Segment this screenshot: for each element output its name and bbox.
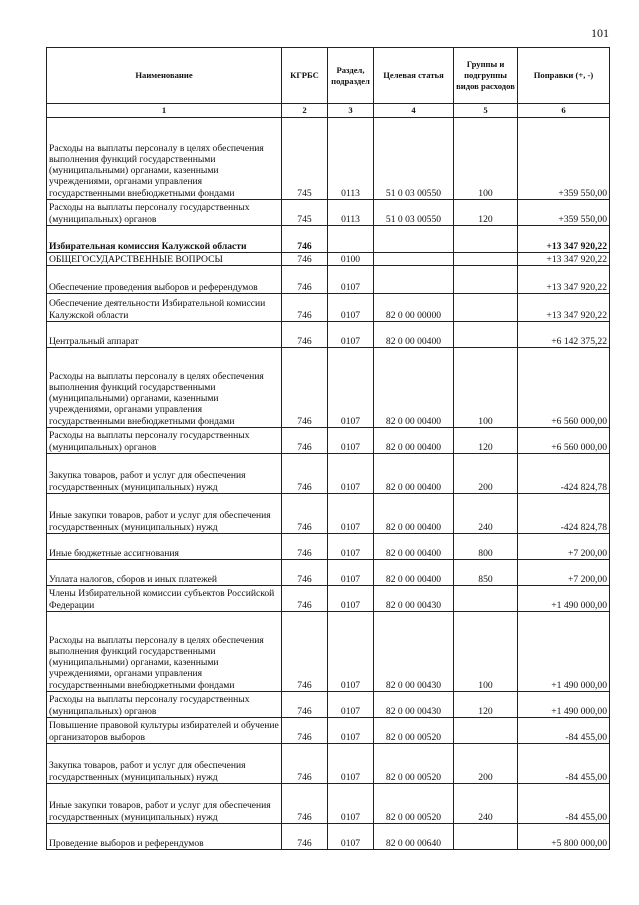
- cell-name: Повышение правовой культуры избирателей и обучение организаторов выборов: [47, 718, 282, 744]
- cell-target: 82 0 00 00000: [374, 294, 454, 322]
- table-row: [47, 824, 610, 850]
- cell-kgrbs: 746: [282, 294, 328, 322]
- table-row: [47, 226, 610, 253]
- cell-kgrbs: 746: [282, 226, 328, 253]
- table-row: [47, 454, 610, 494]
- header-section: Раздел, подраздел: [328, 48, 374, 104]
- table-row: [47, 428, 610, 454]
- page-number: 101: [591, 26, 609, 40]
- cell-section: 0107: [328, 454, 374, 494]
- cell-kgrbs: 746: [282, 586, 328, 612]
- table-row: [47, 784, 610, 824]
- cell-section: 0107: [328, 266, 374, 294]
- cell-amount: +13 347 920,22: [518, 294, 610, 322]
- cell-kgrbs: 746: [282, 718, 328, 744]
- cell-group: [454, 718, 518, 744]
- column-number-row: [47, 104, 610, 118]
- column-number: 4: [374, 104, 454, 118]
- cell-amount: +7 200,00: [518, 534, 610, 560]
- cell-group: [454, 322, 518, 348]
- header-row: [47, 48, 610, 104]
- cell-section: 0107: [328, 718, 374, 744]
- cell-group: 120: [454, 428, 518, 454]
- cell-section: 0107: [328, 294, 374, 322]
- cell-amount: +13 347 920,22: [518, 266, 610, 294]
- cell-name: Иные закупки товаров, работ и услуг для обеспечения государственных (муниципальных) нужд: [47, 494, 282, 534]
- cell-amount: +6 560 000,00: [518, 428, 610, 454]
- cell-target: 82 0 00 00520: [374, 718, 454, 744]
- cell-amount: +7 200,00: [518, 560, 610, 586]
- table-row: [47, 118, 610, 200]
- cell-amount: +1 490 000,00: [518, 586, 610, 612]
- cell-target: 82 0 00 00400: [374, 560, 454, 586]
- cell-name: Закупка товаров, работ и услуг для обеспечения государственных (муниципальных) нужд: [47, 744, 282, 784]
- cell-name: Избирательная комиссия Калужской области: [47, 226, 282, 253]
- cell-group: 800: [454, 534, 518, 560]
- table-row: [47, 200, 610, 226]
- cell-amount: +13 347 920,22: [518, 253, 610, 266]
- cell-target: 82 0 00 00400: [374, 322, 454, 348]
- cell-name: Расходы на выплаты персоналу в целях обеспечения выполнения функций государственными (муниципальными) органами, казенными учреждениями, органами управления государственными внебюджетными фондами: [47, 118, 282, 200]
- cell-section: 0100: [328, 253, 374, 266]
- cell-section: 0107: [328, 586, 374, 612]
- cell-name: Расходы на выплаты персоналу в целях обеспечения выполнения функций государственными (муниципальными) органами, казенными учреждениями, органами управления государственными внебюджетными фондами: [47, 348, 282, 428]
- cell-kgrbs: 746: [282, 784, 328, 824]
- cell-name: Закупка товаров, работ и услуг для обеспечения государственных (муниципальных) нужд: [47, 454, 282, 494]
- cell-kgrbs: 746: [282, 322, 328, 348]
- cell-group: 200: [454, 454, 518, 494]
- cell-target: [374, 266, 454, 294]
- header-target: Целевая статья: [374, 48, 454, 104]
- cell-section: 0107: [328, 348, 374, 428]
- cell-group: 200: [454, 744, 518, 784]
- cell-name: Расходы на выплаты персоналу государственных (муниципальных) органов: [47, 428, 282, 454]
- cell-name: Члены Избирательной комиссии субъектов Российской Федерации: [47, 586, 282, 612]
- cell-kgrbs: 746: [282, 348, 328, 428]
- table-row: [47, 560, 610, 586]
- cell-kgrbs: 746: [282, 534, 328, 560]
- cell-name: ОБЩЕГОСУДАРСТВЕННЫЕ ВОПРОСЫ: [47, 253, 282, 266]
- cell-group: 100: [454, 348, 518, 428]
- cell-target: 82 0 00 00400: [374, 534, 454, 560]
- header-amendments: Поправки (+, -): [518, 48, 610, 104]
- cell-group: [454, 266, 518, 294]
- cell-target: 82 0 00 00520: [374, 744, 454, 784]
- cell-amount: -424 824,78: [518, 494, 610, 534]
- cell-section: 0107: [328, 744, 374, 784]
- cell-group: 100: [454, 612, 518, 692]
- cell-name: Расходы на выплаты персоналу государственных (муниципальных) органов: [47, 200, 282, 226]
- cell-amount: +359 550,00: [518, 118, 610, 200]
- cell-kgrbs: 745: [282, 118, 328, 200]
- cell-kgrbs: 745: [282, 200, 328, 226]
- cell-target: 51 0 03 00550: [374, 200, 454, 226]
- cell-section: 0107: [328, 494, 374, 534]
- cell-name: Иные закупки товаров, работ и услуг для обеспечения государственных (муниципальных) нужд: [47, 784, 282, 824]
- cell-group: 120: [454, 692, 518, 718]
- table-row: [47, 294, 610, 322]
- column-number: 1: [47, 104, 282, 118]
- cell-target: 82 0 00 00640: [374, 824, 454, 850]
- cell-amount: +6 142 375,22: [518, 322, 610, 348]
- table-row: [47, 586, 610, 612]
- cell-target: 51 0 03 00550: [374, 118, 454, 200]
- cell-amount: +1 490 000,00: [518, 612, 610, 692]
- cell-group: 120: [454, 200, 518, 226]
- cell-group: [454, 253, 518, 266]
- cell-section: 0107: [328, 560, 374, 586]
- cell-amount: +13 347 920,22: [518, 226, 610, 253]
- cell-kgrbs: 746: [282, 494, 328, 534]
- table-row: [47, 348, 610, 428]
- cell-target: [374, 253, 454, 266]
- cell-amount: -84 455,00: [518, 744, 610, 784]
- table-row: [47, 322, 610, 348]
- table-row: [47, 744, 610, 784]
- cell-target: 82 0 00 00400: [374, 494, 454, 534]
- cell-kgrbs: 746: [282, 428, 328, 454]
- cell-section: 0113: [328, 118, 374, 200]
- cell-name: Центральный аппарат: [47, 322, 282, 348]
- cell-section: 0107: [328, 692, 374, 718]
- table-row: [47, 534, 610, 560]
- cell-group: 240: [454, 784, 518, 824]
- header-groups: Группы и подгруппы видов расходов: [454, 48, 518, 104]
- cell-section: 0113: [328, 200, 374, 226]
- table-row: [47, 692, 610, 718]
- cell-kgrbs: 746: [282, 454, 328, 494]
- cell-target: 82 0 00 00520: [374, 784, 454, 824]
- cell-amount: +1 490 000,00: [518, 692, 610, 718]
- cell-target: 82 0 00 00430: [374, 586, 454, 612]
- header-kgrbs: КГРБС: [282, 48, 328, 104]
- table-row: [47, 253, 610, 266]
- cell-section: 0107: [328, 784, 374, 824]
- cell-amount: -84 455,00: [518, 784, 610, 824]
- column-number: 3: [328, 104, 374, 118]
- cell-kgrbs: 746: [282, 692, 328, 718]
- table-row: [47, 718, 610, 744]
- cell-section: 0107: [328, 322, 374, 348]
- cell-amount: -84 455,00: [518, 718, 610, 744]
- cell-amount: -424 824,78: [518, 454, 610, 494]
- cell-name: Расходы на выплаты персоналу государственных (муниципальных) органов: [47, 692, 282, 718]
- cell-section: 0107: [328, 824, 374, 850]
- cell-kgrbs: 746: [282, 612, 328, 692]
- cell-group: 240: [454, 494, 518, 534]
- cell-kgrbs: 746: [282, 744, 328, 784]
- cell-name: Проведение выборов и референдумов: [47, 824, 282, 850]
- cell-group: [454, 294, 518, 322]
- header-name: Наименование: [47, 48, 282, 104]
- cell-target: 82 0 00 00430: [374, 692, 454, 718]
- cell-amount: +5 800 000,00: [518, 824, 610, 850]
- cell-group: 850: [454, 560, 518, 586]
- table-row: [47, 612, 610, 692]
- table-row: [47, 494, 610, 534]
- table-row: [47, 266, 610, 294]
- cell-group: 100: [454, 118, 518, 200]
- cell-group: [454, 824, 518, 850]
- cell-kgrbs: 746: [282, 824, 328, 850]
- cell-name: Обеспечение деятельности Избирательной комиссии Калужской области: [47, 294, 282, 322]
- cell-name: Иные бюджетные ассигнования: [47, 534, 282, 560]
- cell-group: [454, 226, 518, 253]
- cell-section: 0107: [328, 534, 374, 560]
- column-number: 5: [454, 104, 518, 118]
- cell-kgrbs: 746: [282, 560, 328, 586]
- cell-amount: +359 550,00: [518, 200, 610, 226]
- cell-target: 82 0 00 00400: [374, 348, 454, 428]
- cell-name: Расходы на выплаты персоналу в целях обеспечения выполнения функций государственными (муниципальными) органами, казенными учреждениями, органами управления государственными внебюджетными фондами: [47, 612, 282, 692]
- cell-kgrbs: 746: [282, 253, 328, 266]
- cell-kgrbs: 746: [282, 266, 328, 294]
- cell-target: 82 0 00 00430: [374, 612, 454, 692]
- cell-target: [374, 226, 454, 253]
- cell-section: [328, 226, 374, 253]
- cell-amount: +6 560 000,00: [518, 348, 610, 428]
- column-number: 6: [518, 104, 610, 118]
- cell-section: 0107: [328, 428, 374, 454]
- column-number: 2: [282, 104, 328, 118]
- cell-name: Обеспечение проведения выборов и референдумов: [47, 266, 282, 294]
- cell-target: 82 0 00 00400: [374, 428, 454, 454]
- cell-target: 82 0 00 00400: [374, 454, 454, 494]
- cell-section: 0107: [328, 612, 374, 692]
- budget-table: [46, 47, 610, 850]
- cell-group: [454, 586, 518, 612]
- cell-name: Уплата налогов, сборов и иных платежей: [47, 560, 282, 586]
